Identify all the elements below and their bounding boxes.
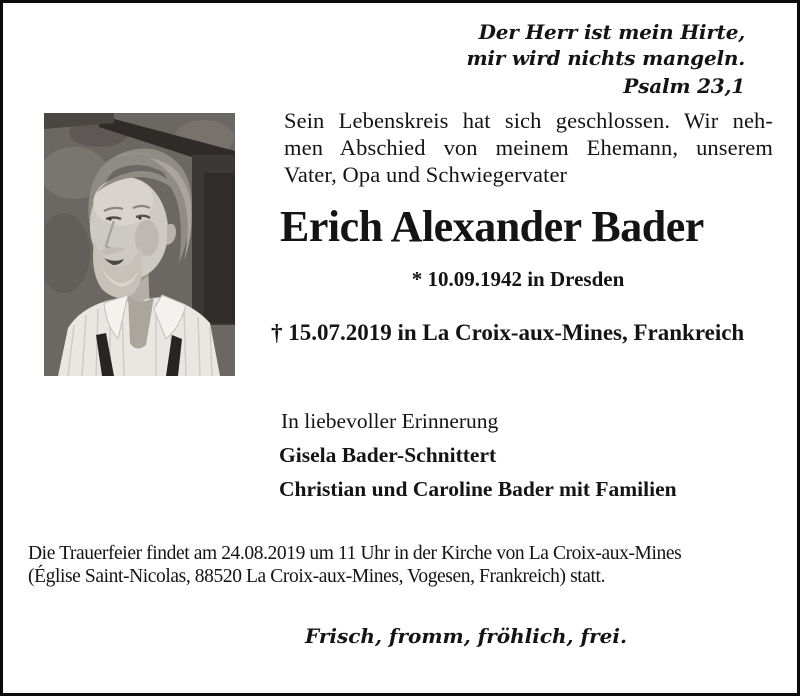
- psalm-line: mir wird nichts mangeln.: [466, 46, 745, 70]
- intro-line: Vater, Opa und Schwiegervater: [284, 162, 568, 187]
- deceased-name: Erich Alexander Bader: [280, 202, 704, 251]
- intro-line: men Abschied von meinem Ehemann, unserem: [284, 135, 773, 160]
- intro-line: Sein Lebenskreis hat sich geschlossen. Wir neh-: [284, 108, 773, 133]
- motto-line: Frisch, fromm, fröhlich, frei.: [305, 624, 627, 648]
- death-date-line: † 15.07.2019 in La Croix-aux-Mines, Frankreich: [271, 320, 745, 345]
- birth-date-line: * 10.09.1942 in Dresden: [411, 267, 625, 291]
- psalm-quote: [466, 19, 745, 99]
- psalm-line: Der Herr ist mein Hirte,: [478, 20, 745, 44]
- funeral-info: [28, 543, 790, 588]
- portrait-photo-illustration: [44, 113, 235, 376]
- funeral-info-line: (Église Saint-Nicolas, 88520 La Croix-aux-Mines, Vogesen, Frankreich) statt.: [28, 565, 606, 587]
- mourner-name: Christian und Caroline Bader mit Familien: [279, 477, 677, 501]
- psalm-attribution: Psalm 23,1: [623, 74, 745, 98]
- mourner-name: Gisela Bader-Schnittert: [279, 443, 497, 467]
- intro-paragraph: [284, 107, 773, 188]
- portrait-photo: [44, 113, 235, 376]
- memoriam-intro: In liebevoller Erinnerung: [281, 409, 499, 433]
- funeral-info-line: Die Trauerfeier findet am 24.08.2019 um 11 Uhr in der Kirche von La Croix-aux-Mines: [28, 543, 682, 564]
